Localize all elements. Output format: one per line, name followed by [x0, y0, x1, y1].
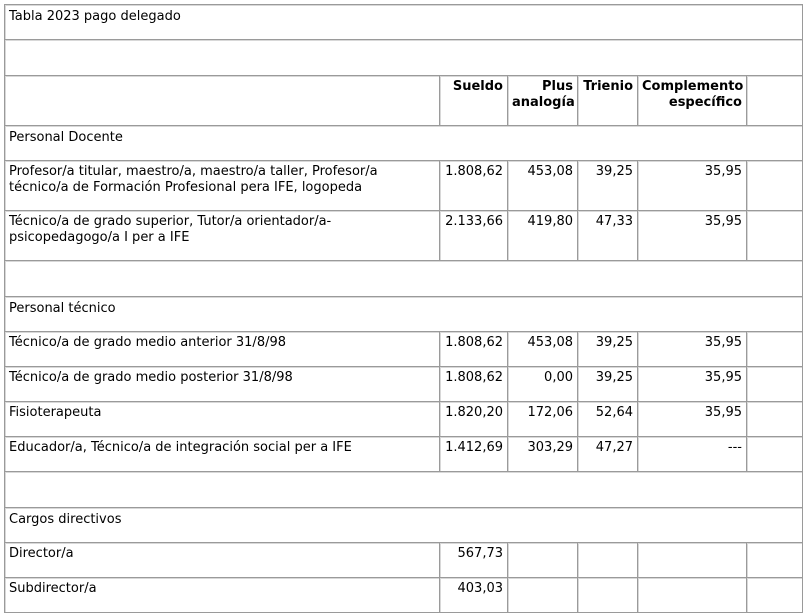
table-row: [5, 437, 803, 472]
section-row: [5, 126, 803, 161]
table-row: [5, 578, 803, 613]
cell-trienio: 47,33: [578, 211, 638, 261]
cell-sueldo: 1.808,62: [440, 367, 508, 402]
header-complemento-line1: Complemento: [642, 79, 744, 94]
cell-empty: [747, 161, 803, 211]
header-plus: [508, 76, 578, 126]
row-label-line1: Profesor/a titular, maestro/a, maestro/a taller, Profesor/a: [9, 164, 378, 179]
cell-empty: [747, 332, 803, 367]
cell-trienio: 52,64: [578, 402, 638, 437]
header-row: [5, 76, 803, 126]
title-row: [5, 5, 803, 40]
cell-empty: [638, 543, 747, 578]
cell-sueldo: 1.808,62: [440, 161, 508, 211]
cell-empty: [747, 402, 803, 437]
section-directivos: Cargos directivos: [5, 508, 803, 543]
row-label-line1: Técnico/a de grado superior, Tutor/a orientador/a-: [9, 214, 332, 229]
cell-plus: 453,08: [508, 161, 578, 211]
section-row: [5, 508, 803, 543]
cell-empty: [747, 367, 803, 402]
header-complemento-line2: específico: [668, 95, 742, 110]
cell-trienio: 47,27: [578, 437, 638, 472]
cell-empty: [747, 211, 803, 261]
row-label: Educador/a, Técnico/a de integración social per a IFE: [5, 437, 440, 472]
cell-sueldo: 2.133,66: [440, 211, 508, 261]
cell-complemento: 35,95: [638, 402, 747, 437]
header-complemento: [638, 76, 747, 126]
cell-sueldo: 1.412,69: [440, 437, 508, 472]
header-concept: [5, 76, 440, 126]
row-label: Técnico/a de grado medio posterior 31/8/98: [5, 367, 440, 402]
cell-empty: [508, 543, 578, 578]
cell-empty: [747, 543, 803, 578]
cell-empty: [508, 578, 578, 613]
section-row: [5, 297, 803, 332]
header-empty: [747, 76, 803, 126]
cell-trienio: 39,25: [578, 367, 638, 402]
spacer-row: [5, 261, 803, 297]
cell-complemento: 35,95: [638, 211, 747, 261]
cell-plus: 303,29: [508, 437, 578, 472]
cell-complemento: 35,95: [638, 332, 747, 367]
table-row: [5, 211, 803, 261]
row-label: [5, 211, 440, 261]
table-row: [5, 161, 803, 211]
cell-empty: [578, 543, 638, 578]
cell-empty: [747, 578, 803, 613]
cell-empty: [747, 437, 803, 472]
section-docente: Personal Docente: [5, 126, 803, 161]
spacer-row: [5, 40, 803, 76]
table-title: Tabla 2023 pago delegado: [5, 5, 803, 40]
cell-plus: 0,00: [508, 367, 578, 402]
row-label-line2: técnico/a de Formación Profesional pera IFE, logopeda: [9, 180, 363, 195]
table-row: [5, 543, 803, 578]
cell-plus: 419,80: [508, 211, 578, 261]
table-row: [5, 402, 803, 437]
header-plus-line2: analogía: [512, 95, 575, 110]
row-label: Fisioterapeuta: [5, 402, 440, 437]
cell-sueldo: 1.808,62: [440, 332, 508, 367]
cell-sueldo: 1.820,20: [440, 402, 508, 437]
row-label: Técnico/a de grado medio anterior 31/8/98: [5, 332, 440, 367]
row-label: [5, 161, 440, 211]
cell-sueldo: 403,03: [440, 578, 508, 613]
table-row: [5, 367, 803, 402]
header-sueldo: Sueldo: [440, 76, 508, 126]
cell-empty: [638, 578, 747, 613]
row-label-line2: psicopedagogo/a I per a IFE: [9, 230, 190, 245]
cell-sueldo: 567,73: [440, 543, 508, 578]
cell-complemento: 35,95: [638, 161, 747, 211]
table-row: [5, 332, 803, 367]
row-label: Subdirector/a: [5, 578, 440, 613]
header-trienio: Trienio: [578, 76, 638, 126]
cell-trienio: 39,25: [578, 332, 638, 367]
section-tecnico: Personal técnico: [5, 297, 803, 332]
cell-complemento: ---: [638, 437, 747, 472]
salary-table: [4, 4, 803, 613]
row-label: Director/a: [5, 543, 440, 578]
cell-trienio: 39,25: [578, 161, 638, 211]
spacer-row: [5, 472, 803, 508]
cell-plus: 172,06: [508, 402, 578, 437]
header-plus-line1: Plus: [542, 79, 573, 94]
cell-empty: [578, 578, 638, 613]
cell-complemento: 35,95: [638, 367, 747, 402]
cell-plus: 453,08: [508, 332, 578, 367]
